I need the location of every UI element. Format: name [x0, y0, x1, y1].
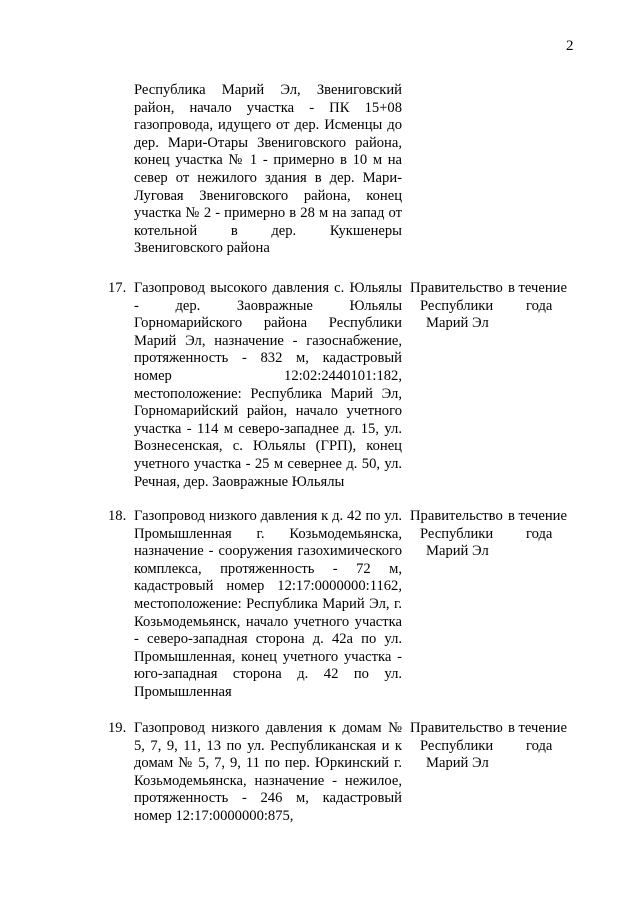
organization-line: Правительство	[410, 720, 503, 736]
term-line: в течение	[508, 508, 567, 524]
row-description: Газопровод высокого давления с. Юльялы - дер. Заовражные Юльялы Горномарийского района Республики Марий Эл, назначение - газоснабжение, протяженность - 832 м, кадастровый номер 12:02:2440101:182, местоположение: Республика Марий Эл, Горномарийский район, начало учетного участка - 114 м северо-западнее д. 15, ул. Вознесенская, с. Юльялы (ГРП), конец учетного участка - 25 м севернее д. 50, ул. Речная, дер. Заовражные Юльялы	[134, 280, 402, 490]
row-description: Газопровод низкого давления к д. 42 по ул. Промышленная г. Козьмодемьянска, назначение - сооружения газохимического комплекса, протяженность - 72 м, кадастровый номер 12:17:0000000:1162, местоположение: Республика Марий Эл, г. Козьмодемьянск, начало учетного участка - северо-западная сторона д. 42а по ул. Промышленная, конец учетного участка - юго-западная сторона д. 42 по ул. Промышленная	[134, 508, 402, 700]
organization-line: Марий Эл	[426, 543, 489, 560]
organization-line: Правительство	[410, 508, 503, 524]
organization-line: Республики	[420, 297, 494, 314]
row-number: 17.	[108, 280, 127, 296]
term-line: в течение	[508, 720, 567, 736]
row-term	[508, 280, 574, 315]
row-organization	[410, 508, 514, 561]
page-number: 2	[566, 38, 574, 54]
term-line: года	[526, 297, 553, 314]
continuation-description: Республика Марий Эл, Звениговский район, начало участка - ПК 15+08 газопровода, идущего от дер. Исменцы до дер. Мари-Отары Звениговского района, конец участка № 1 - примерно в 10 м на север от нежилого здания в дер. Мари-Луговая Звениговского района, конец участка № 2 - примерно в 28 м на запад от котельной в дер. Кукшенеры Звениговского района	[134, 82, 402, 257]
row-organization	[410, 280, 514, 333]
row-number: 19.	[108, 720, 127, 736]
organization-line: Правительство	[410, 280, 503, 296]
row-term	[508, 508, 574, 543]
organization-line: Марий Эл	[426, 315, 489, 332]
term-line: года	[526, 737, 553, 754]
row-term	[508, 720, 574, 755]
row-description: Газопровод низкого давления к домам № 5, 7, 9, 11, 13 по ул. Республиканская и к домам № 5, 7, 9, 11 по пер. Юркинский г. Козьмодемьянска, назначение - нежилое, протяженность - 246 м, кадастровый номер 12:17:0000000:875,	[134, 720, 402, 824]
organization-line: Марий Эл	[426, 755, 489, 772]
organization-line: Республики	[420, 525, 494, 542]
row-organization	[410, 720, 514, 773]
term-line: года	[526, 525, 553, 542]
organization-line: Республики	[420, 737, 494, 754]
row-number: 18.	[108, 508, 127, 524]
term-line: в течение	[508, 280, 567, 296]
